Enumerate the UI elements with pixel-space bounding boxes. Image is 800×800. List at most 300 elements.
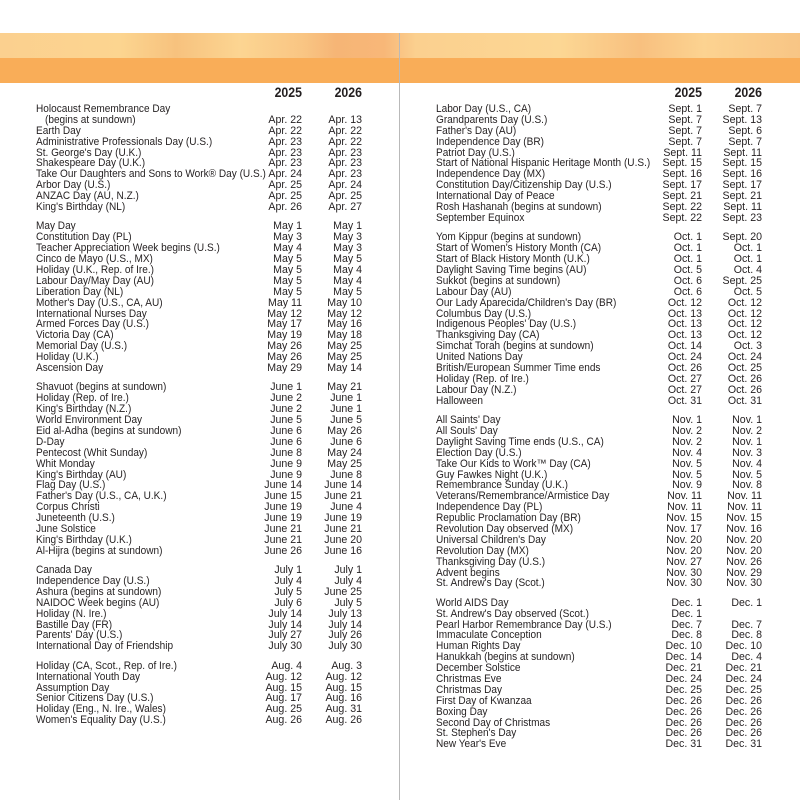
date-2025: Sept. 22 <box>662 211 702 224</box>
date-2025: Dec. 26 <box>665 716 702 729</box>
holiday-name: King's Birthday (AU) <box>36 468 127 481</box>
date-2026: May 5 <box>333 285 362 298</box>
date-2025: Nov. 17 <box>666 522 702 535</box>
date-2026: Oct. 4 <box>733 263 762 276</box>
date-2026: Sept. 11 <box>723 201 762 214</box>
holiday-row <box>436 213 776 224</box>
date-2025: Sept. 11 <box>663 146 702 159</box>
holiday-name: Pearl Harbor Remembrance Day (U.S.) <box>436 618 612 631</box>
date-2025: Oct. 26 <box>667 361 702 374</box>
date-2026: Sept. 25 <box>722 274 762 287</box>
date-2025: May 5 <box>273 253 302 266</box>
holiday-name: Hanukkah (begins at sundown) <box>436 651 575 664</box>
date-2025: Apr. 23 <box>268 135 302 148</box>
date-2025: Nov. 11 <box>667 501 702 514</box>
date-2026: Apr. 23 <box>328 168 362 181</box>
date-2025: Apr. 26 <box>268 201 302 214</box>
holiday-name: International Day of Friendship <box>36 640 174 653</box>
date-2025: May 4 <box>273 242 302 255</box>
holiday-name: Eid al-Adha (begins at sundown) <box>36 424 182 437</box>
date-2026: May 25 <box>327 351 362 364</box>
holiday-name: Holiday (U.K., Rep. of Ire.) <box>36 263 155 276</box>
date-2026: Apr. 13 <box>328 113 362 126</box>
holiday-name: Al-Hijra (begins at sundown) <box>36 544 163 557</box>
date-2026: Nov. 20 <box>726 533 762 546</box>
date-2025: July 27 <box>268 629 302 642</box>
date-2025: Apr. 23 <box>268 146 302 159</box>
date-2025: Sept. 7 <box>668 135 702 148</box>
date-2025: June 9 <box>270 457 302 470</box>
date-2025: June 6 <box>270 424 302 437</box>
date-2025: Aug. 17 <box>265 692 302 705</box>
date-2026: May 25 <box>327 340 362 353</box>
holiday-row <box>36 546 376 557</box>
holiday-name: Revolution Day (MX) <box>436 544 529 557</box>
date-2025: Nov. 15 <box>666 512 702 525</box>
date-2026: Oct. 26 <box>727 372 762 385</box>
holiday-name: Shakespeare Day (U.K.) <box>36 157 146 170</box>
date-2025: Nov. 1 <box>672 414 702 427</box>
date-2025: Oct. 24 <box>667 351 702 364</box>
date-2025: Oct. 1 <box>673 253 702 266</box>
date-2025: June 2 <box>270 392 302 405</box>
date-2025: Oct. 12 <box>667 296 702 309</box>
holiday-name: Labour Day (AU) <box>436 285 512 298</box>
holiday-name: Veterans/Remembrance/Armistice Day <box>436 490 610 503</box>
holiday-name: Remembrance Sunday (U.K.) <box>436 479 569 492</box>
date-2026: Dec. 10 <box>725 640 762 653</box>
holiday-name: Rosh Hashanah (begins at sundown) <box>436 201 602 214</box>
date-2025: June 21 <box>264 533 302 546</box>
date-2026: Aug. 12 <box>325 670 362 683</box>
date-2026: Sept. 6 <box>728 124 762 137</box>
date-2025: Apr. 23 <box>268 157 302 170</box>
date-2025: June 9 <box>270 468 302 481</box>
date-2026: Sept. 17 <box>722 179 762 192</box>
date-2025: Dec. 10 <box>665 640 702 653</box>
holiday-name: Election Day (U.S.) <box>436 446 522 459</box>
date-2026: Oct. 31 <box>727 394 762 407</box>
date-2026: Nov. 1 <box>732 435 762 448</box>
date-2025: Dec. 25 <box>665 683 702 696</box>
date-2026: Nov. 4 <box>732 457 762 470</box>
date-2025: May 26 <box>267 351 302 364</box>
holiday-name: Liberation Day (NL) <box>36 285 124 298</box>
holiday-name: World Environment Day <box>36 414 143 427</box>
month-group <box>436 415 776 589</box>
left-page-holiday-table <box>36 84 376 735</box>
holiday-name: Ascension Day <box>36 361 104 374</box>
holiday-name: St. George's Day (U.K.) <box>36 146 142 159</box>
holiday-name: Cinco de Mayo (U.S., MX) <box>36 253 153 266</box>
date-2025: June 6 <box>270 435 302 448</box>
holiday-name: Teacher Appreciation Week begins (U.S.) <box>36 242 220 255</box>
date-2026: June 16 <box>324 544 362 557</box>
month-group <box>36 221 376 373</box>
holiday-name: All Souls' Day <box>436 424 498 437</box>
year-2025-heading: 2025 <box>274 84 302 100</box>
date-2025: Sept. 22 <box>662 201 702 214</box>
holiday-name: Guy Fawkes Night (U.K.) <box>436 468 548 481</box>
date-2026: Oct. 5 <box>733 285 762 298</box>
date-2025: Aug. 25 <box>265 703 302 716</box>
date-2026: May 14 <box>327 361 362 374</box>
date-2025: Oct. 1 <box>673 231 702 244</box>
date-2026: Oct. 1 <box>733 242 762 255</box>
date-2026: May 5 <box>333 253 362 266</box>
holiday-name: Columbus Day (U.S.) <box>436 307 532 320</box>
date-2025: Aug. 4 <box>271 659 302 672</box>
date-2025: May 17 <box>267 318 302 331</box>
date-2026: May 1 <box>333 220 362 233</box>
date-2026: Apr. 25 <box>328 190 362 203</box>
date-2026: Dec. 7 <box>731 618 762 631</box>
date-2026: July 5 <box>334 596 362 609</box>
date-2025: July 30 <box>268 640 302 653</box>
date-2025: May 5 <box>273 274 302 287</box>
holiday-name: Our Lady Aparecida/Children's Day (BR) <box>436 296 617 309</box>
holiday-name: Second Day of Christmas <box>436 716 551 729</box>
date-2026: Sept. 23 <box>722 211 762 224</box>
date-2026: Sept. 21 <box>722 190 762 203</box>
date-2026: Dec. 4 <box>731 651 762 664</box>
holiday-name: Independence Day (PL) <box>436 501 543 514</box>
date-2025: June 19 <box>264 501 302 514</box>
date-2025: June 14 <box>264 479 302 492</box>
year-2025-heading: 2025 <box>674 84 702 100</box>
year-header <box>436 84 776 104</box>
date-2026: June 20 <box>324 533 362 546</box>
holiday-name: ANZAC Day (AU, N.Z.) <box>36 190 139 203</box>
date-2026: Sept. 13 <box>722 113 762 126</box>
date-2026: Nov. 11 <box>727 501 762 514</box>
date-2025: Dec. 26 <box>665 705 702 718</box>
date-2026: May 26 <box>327 424 362 437</box>
date-2026: June 21 <box>324 490 362 503</box>
date-2026: Oct. 26 <box>727 383 762 396</box>
holiday-name: Advent begins <box>436 566 500 579</box>
date-2025: Nov. 4 <box>672 446 702 459</box>
holiday-name: St. Andrew's Day observed (Scot.) <box>436 607 589 620</box>
holiday-name: Holiday (N. Ire.) <box>36 607 107 620</box>
holiday-name: Start of Black History Month (U.K.) <box>436 253 590 266</box>
date-2025: Dec. 1 <box>671 607 702 620</box>
right-page-holiday-table <box>436 84 776 759</box>
date-2025: June 21 <box>264 522 302 535</box>
holiday-name: Halloween <box>436 394 483 407</box>
date-2026: June 1 <box>330 392 362 405</box>
holiday-name: Independence Day (MX) <box>436 168 546 181</box>
holiday-name: All Saints' Day <box>436 414 501 427</box>
date-2026: Dec. 26 <box>725 727 762 740</box>
date-2026: Apr. 23 <box>328 157 362 170</box>
holiday-row <box>36 363 376 374</box>
date-2026: Sept. 20 <box>722 231 762 244</box>
date-2025: Oct. 13 <box>667 318 702 331</box>
date-2025: Apr. 24 <box>268 168 302 181</box>
date-2026: July 1 <box>334 564 362 577</box>
holiday-name: Constitution Day (PL) <box>36 231 132 244</box>
holiday-name: Senior Citizens Day (U.S.) <box>36 692 154 705</box>
holiday-row <box>436 739 776 750</box>
date-2025: July 1 <box>274 564 302 577</box>
date-2026: Oct. 1 <box>733 253 762 266</box>
date-2025: Dec. 26 <box>665 694 702 707</box>
date-2025: Sept. 21 <box>662 190 702 203</box>
holiday-name: Labour Day (N.Z.) <box>436 383 517 396</box>
holiday-name: Take Our Daughters and Sons to Work® Day (U.S.) <box>36 168 266 181</box>
date-2026: Nov. 16 <box>726 522 762 535</box>
date-2025: Nov. 11 <box>667 490 702 503</box>
year-header <box>36 84 376 104</box>
date-2025: Dec. 21 <box>665 662 702 675</box>
holiday-name: King's Birthday (NL) <box>36 201 126 214</box>
date-2026: Dec. 1 <box>731 596 762 609</box>
date-2026: Apr. 23 <box>328 146 362 159</box>
date-2025: Apr. 22 <box>268 113 302 126</box>
date-2025: May 12 <box>267 307 302 320</box>
date-2025: Oct. 31 <box>667 394 702 407</box>
date-2025: June 2 <box>270 403 302 416</box>
date-2025: Aug. 15 <box>265 681 302 694</box>
date-2026: July 26 <box>328 629 362 642</box>
month-group <box>36 382 376 556</box>
date-2026: June 1 <box>330 403 362 416</box>
date-2026: Aug. 15 <box>325 681 362 694</box>
date-2025: Nov. 30 <box>666 566 702 579</box>
date-2025: July 6 <box>274 596 302 609</box>
date-2026: Aug. 3 <box>331 659 362 672</box>
holiday-name: Patriot Day (U.S.) <box>436 146 515 159</box>
date-2026: May 4 <box>333 274 362 287</box>
holiday-name: Arbor Day (U.S.) <box>36 179 111 192</box>
date-2026: Dec. 25 <box>725 683 762 696</box>
year-2026-heading: 2026 <box>734 84 762 100</box>
date-2026: Dec. 24 <box>725 673 762 686</box>
holiday-name: Indigenous Peoples' Day (U.S.) <box>436 318 577 331</box>
date-2025: June 1 <box>270 381 302 394</box>
date-2025: Dec. 8 <box>671 629 702 642</box>
date-2026: Nov. 5 <box>732 468 762 481</box>
date-2025: May 26 <box>267 340 302 353</box>
holiday-name: Independence Day (U.S.) <box>36 575 150 588</box>
date-2025: Nov. 5 <box>672 468 702 481</box>
holiday-name: Daylight Saving Time begins (AU) <box>436 263 587 276</box>
holiday-name: Holiday (Rep. of Ire.) <box>36 392 129 405</box>
holiday-name: Shavuot (begins at sundown) <box>36 381 167 394</box>
date-2025: Sept. 16 <box>662 168 702 181</box>
date-2026: May 18 <box>327 329 362 342</box>
date-2026: Apr. 22 <box>328 135 362 148</box>
date-2026: Aug. 26 <box>325 714 362 727</box>
date-2026: Oct. 25 <box>727 361 762 374</box>
month-group <box>436 104 776 224</box>
date-2026: May 16 <box>327 318 362 331</box>
year-2026-heading: 2026 <box>334 84 362 100</box>
date-2025: May 5 <box>273 285 302 298</box>
date-2026: Nov. 1 <box>732 414 762 427</box>
date-2025: Sept. 17 <box>662 179 702 192</box>
holiday-name: Start of Women's History Month (CA) <box>436 242 602 255</box>
date-2026: Nov. 2 <box>732 424 762 437</box>
holiday-name: King's Birthday (N.Z.) <box>36 403 132 416</box>
holiday-row <box>36 715 376 726</box>
date-2025: May 1 <box>273 220 302 233</box>
date-2025: June 26 <box>264 544 302 557</box>
holiday-name: Bastille Day (FR) <box>36 618 113 631</box>
date-2025: Sept. 1 <box>668 103 702 115</box>
holiday-name: Revolution Day observed (MX) <box>436 522 574 535</box>
date-2026: Nov. 3 <box>732 446 762 459</box>
holiday-row <box>36 202 376 213</box>
date-2025: May 5 <box>273 263 302 276</box>
holiday-name: Ashura (begins at sundown) <box>36 585 162 598</box>
date-2026: Dec. 21 <box>725 662 762 675</box>
date-2025: July 14 <box>268 618 302 631</box>
date-2025: Nov. 9 <box>672 479 702 492</box>
date-2025: Aug. 26 <box>265 714 302 727</box>
holiday-row <box>436 385 776 396</box>
date-2026: Dec. 26 <box>725 694 762 707</box>
holiday-name: (begins at sundown) <box>45 113 136 126</box>
date-2026: July 30 <box>328 640 362 653</box>
holiday-name: Pentecost (Whit Sunday) <box>36 446 148 459</box>
holiday-name: Constitution Day/Citizenship Day (U.S.) <box>436 179 612 192</box>
holiday-name: World AIDS Day <box>436 596 509 609</box>
date-2026: Apr. 22 <box>328 124 362 137</box>
date-2026: Oct. 12 <box>727 296 762 309</box>
date-2025: Nov. 2 <box>672 435 702 448</box>
holiday-name: Independence Day (BR) <box>436 135 544 148</box>
date-2026: June 19 <box>324 512 362 525</box>
holiday-name: Holiday (Rep. of Ire.) <box>436 372 529 385</box>
holiday-name: United Nations Day <box>436 351 523 364</box>
date-2026: May 3 <box>333 231 362 244</box>
holiday-name: Universal Children's Day <box>436 533 546 546</box>
holiday-name: International Nurses Day <box>36 307 147 320</box>
date-2025: Oct. 6 <box>673 285 702 298</box>
date-2026: May 12 <box>327 307 362 320</box>
holiday-name: Sukkot (begins at sundown) <box>436 274 561 287</box>
date-2026: June 4 <box>330 501 362 514</box>
holiday-name: Christmas Day <box>436 683 502 696</box>
date-2025: Nov. 20 <box>666 544 702 557</box>
holiday-name: Canada Day <box>36 564 92 577</box>
date-2026: Oct. 24 <box>727 351 762 364</box>
date-2025: Aug. 12 <box>265 670 302 683</box>
holiday-name: Flag Day (U.S.) <box>36 479 106 492</box>
holiday-name: Whit Monday <box>36 457 95 470</box>
holiday-name: New Year's Eve <box>436 738 507 751</box>
date-2026: July 14 <box>328 618 362 631</box>
holiday-name: Mother's Day (U.S., CA, AU) <box>36 296 163 309</box>
holiday-row <box>436 396 776 407</box>
date-2026: June 5 <box>330 414 362 427</box>
month-group <box>436 598 776 750</box>
date-2026: Nov. 29 <box>726 566 762 579</box>
date-2026: Dec. 31 <box>725 738 762 751</box>
date-2026: May 3 <box>333 242 362 255</box>
holiday-row <box>36 641 376 652</box>
holiday-name: Father's Day (AU) <box>436 124 517 137</box>
date-2026: Oct. 3 <box>733 340 762 353</box>
holiday-name: Victoria Day (CA) <box>36 329 114 342</box>
date-2025: Apr. 22 <box>268 124 302 137</box>
holiday-name: Assumption Day <box>36 681 110 694</box>
date-2025: Nov. 27 <box>666 555 702 568</box>
date-2025: Oct. 13 <box>667 329 702 342</box>
holiday-name: St. Andrew's Day (Scot.) <box>436 577 545 590</box>
holiday-name: Holiday (Eng., N. Ire., Wales) <box>36 703 166 716</box>
month-group <box>36 565 376 652</box>
holiday-name: St. Stephen's Day <box>436 727 517 740</box>
date-2025: Nov. 2 <box>672 424 702 437</box>
date-2026: Sept. 16 <box>722 168 762 181</box>
date-2025: June 19 <box>264 512 302 525</box>
holiday-name: Grandparents Day (U.S.) <box>436 113 548 126</box>
holiday-name: December Solstice <box>436 662 521 675</box>
date-2025: June 15 <box>264 490 302 503</box>
date-2025: Nov. 30 <box>666 577 702 590</box>
holiday-name: Take Our Kids to Work™ Day (CA) <box>436 457 591 470</box>
date-2025: Nov. 20 <box>666 533 702 546</box>
month-group <box>36 661 376 726</box>
holiday-row <box>36 115 376 126</box>
date-2025: May 19 <box>267 329 302 342</box>
holiday-name: British/European Summer Time ends <box>436 361 601 374</box>
date-2026: Nov. 8 <box>732 479 762 492</box>
date-2026: Oct. 12 <box>727 318 762 331</box>
page-divider <box>399 33 400 800</box>
holiday-name: Holiday (U.K.) <box>36 351 99 364</box>
date-2025: Oct. 14 <box>667 340 702 353</box>
header-band <box>0 33 800 83</box>
date-2025: Oct. 1 <box>673 242 702 255</box>
date-2025: Oct. 13 <box>667 307 702 320</box>
date-2025: Oct. 27 <box>667 372 702 385</box>
holiday-name: Women's Equality Day (U.S.) <box>36 714 166 727</box>
date-2025: Apr. 25 <box>268 179 302 192</box>
date-2025: May 29 <box>267 361 302 374</box>
holiday-name: Holiday (CA, Scot., Rep. of Ire.) <box>36 659 177 672</box>
holiday-row <box>36 426 376 437</box>
date-2026: Oct. 12 <box>727 307 762 320</box>
date-2026: Sept. 7 <box>728 135 762 148</box>
date-2025: Sept. 15 <box>662 157 702 170</box>
date-2026: May 24 <box>327 446 362 459</box>
date-2025: Oct. 27 <box>667 383 702 396</box>
date-2025: May 11 <box>268 296 302 309</box>
holiday-name: Start of National Hispanic Heritage Month (U.S.) <box>436 157 651 170</box>
holiday-name: June Solstice <box>36 522 96 535</box>
holiday-name: NAIDOC Week begins (AU) <box>36 596 160 609</box>
date-2026: Apr. 24 <box>328 179 362 192</box>
holiday-name: Father's Day (U.S., CA, U.K.) <box>36 490 167 503</box>
date-2026: Aug. 16 <box>325 692 362 705</box>
holiday-name: Corpus Christi <box>36 501 100 514</box>
holiday-name: Labor Day (U.S., CA) <box>436 103 532 115</box>
holiday-name: Simchat Torah (begins at sundown) <box>436 340 594 353</box>
date-2025: Nov. 5 <box>672 457 702 470</box>
holiday-name: Administrative Professionals Day (U.S.) <box>36 135 213 148</box>
date-2026: Oct. 12 <box>727 329 762 342</box>
date-2026: Aug. 31 <box>325 703 362 716</box>
holiday-name: Human Rights Day <box>436 640 521 653</box>
date-2026: Nov. 30 <box>726 577 762 590</box>
holiday-name: Republic Proclamation Day (BR) <box>436 512 581 525</box>
month-group <box>436 232 776 406</box>
date-2025: June 8 <box>270 446 302 459</box>
